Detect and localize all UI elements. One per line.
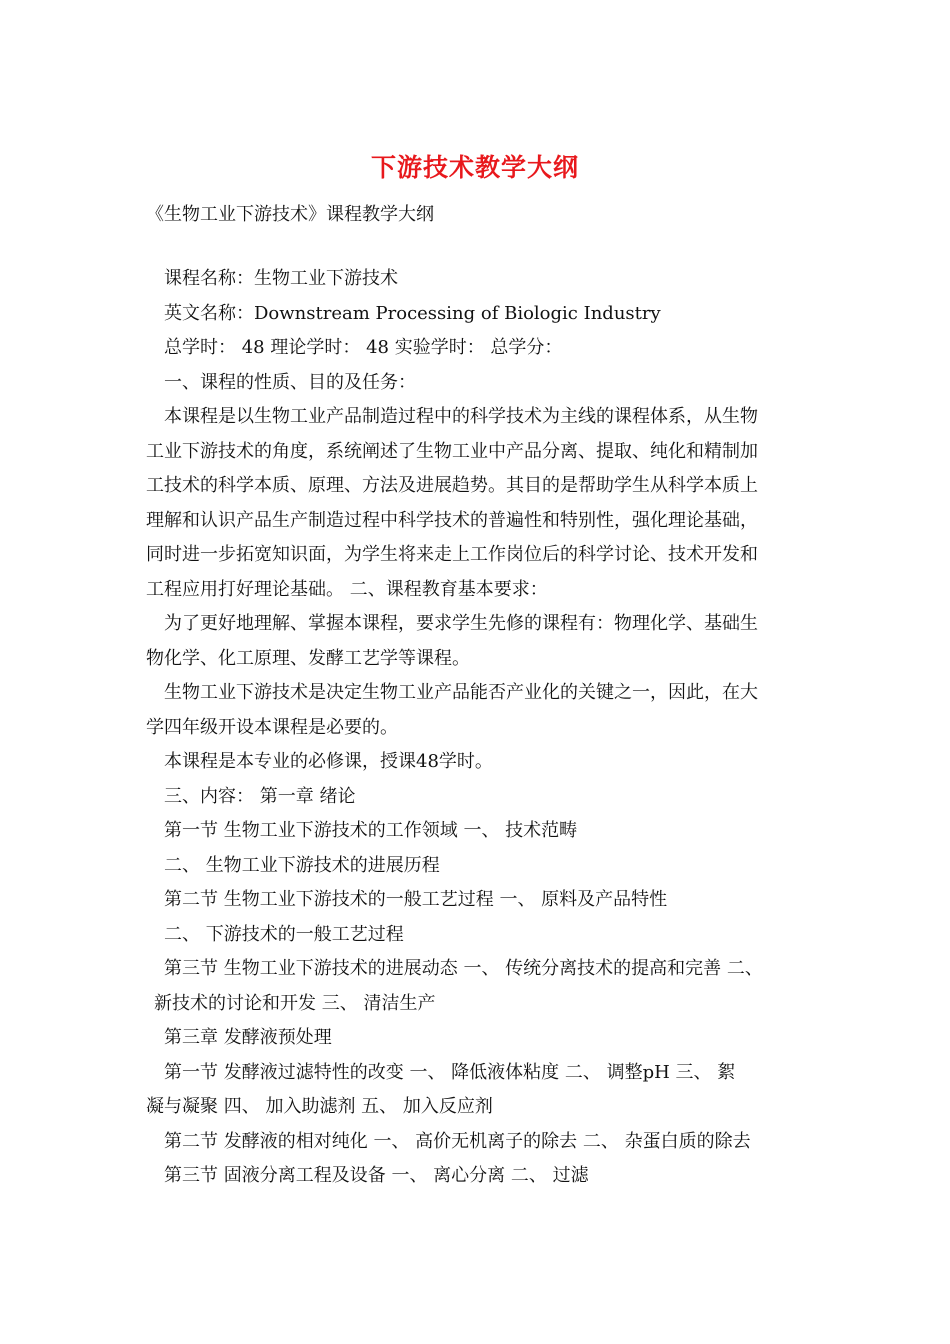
course-name-line: 课程名称：生物工业下游技术 (164, 268, 398, 289)
outline-item: 第二节 发酵液的相对纯化 一、 高价无机离子的除去 二、 杂蛋白质的除去 (164, 1130, 751, 1152)
outline-item: 第三节 固液分离工程及设备 一、 离心分离 二、 过滤 (164, 1165, 589, 1186)
paragraph-line: 本课程是本专业的必修课，授课48学时。 (164, 751, 493, 772)
document-subtitle: 《生物工业下游技术》课程教学大纲 (146, 204, 434, 225)
outline-item: 二、 下游技术的一般工艺过程 (164, 923, 404, 945)
paragraph-line: 物化学、化工原理、发酵工艺学等课程。 (146, 647, 470, 669)
section-heading: 一、课程的性质、目的及任务： (164, 371, 416, 393)
paragraph-line: 学四年级开设本课程是必要的。 (146, 716, 398, 738)
section-heading: 三、内容： 第一章 绪论 (164, 785, 356, 807)
paragraph-line: 理解和认识产品生产制造过程中科学技术的普遍性和特别性，强化理论基础， (146, 509, 758, 531)
chapter-heading: 第三章 发酵液预处理 (164, 1027, 332, 1048)
paragraph-line: 本课程是以生物工业产品制造过程中的科学技术为主线的课程体系，从生物 (164, 406, 758, 427)
hours-line: 总学时： 48 理论学时： 48 实验学时： 总学分： (164, 337, 563, 358)
paragraph-line: 工业下游技术的角度，系统阐述了生物工业中产品分离、提取、纯化和精制加 (146, 440, 758, 462)
outline-item: 第一节 发酵液过滤特性的改变 一、 降低液体粘度 二、 调整pH 三、 絮 (164, 1061, 736, 1083)
paragraph-line: 同时进一步拓宽知识面，为学生将来走上工作岗位后的科学讨论、技术开发和 (146, 544, 758, 565)
paragraph-line: 为了更好地理解、掌握本课程，要求学生先修的课程有：物理化学、基础生 (164, 613, 758, 634)
outline-item: 二、 生物工业下游技术的进展历程 (164, 854, 440, 876)
document-body (146, 262, 806, 1194)
paragraph-line: 工技术的科学本质、原理、方法及进展趋势。其目的是帮助学生从科学本质上 (146, 475, 758, 496)
document-title: 下游技术教学大纲 (370, 153, 579, 182)
outline-item: 新技术的讨论和开发 三、 清洁生产 (154, 992, 436, 1014)
paragraph-line: 工程应用打好理论基础。 二、课程教育基本要求： (146, 578, 548, 600)
outline-item: 第一节 生物工业下游技术的工作领域 一、 技术范畴 (164, 820, 578, 841)
paragraph-line: 生物工业下游技术是决定生物工业产品能否产业化的关键之一，因此，在大 (164, 682, 758, 703)
outline-item: 第三节 生物工业下游技术的进展动态 一、 传统分离技术的提高和完善 二、 (164, 958, 763, 979)
english-name-line: 英文名称：Downstream Processing of Biologic Industry (164, 302, 661, 324)
outline-item: 凝与凝聚 四、 加入助滤剂 五、 加入反应剂 (146, 1096, 493, 1117)
outline-item: 第二节 生物工业下游技术的一般工艺过程 一、 原料及产品特性 (164, 889, 668, 910)
